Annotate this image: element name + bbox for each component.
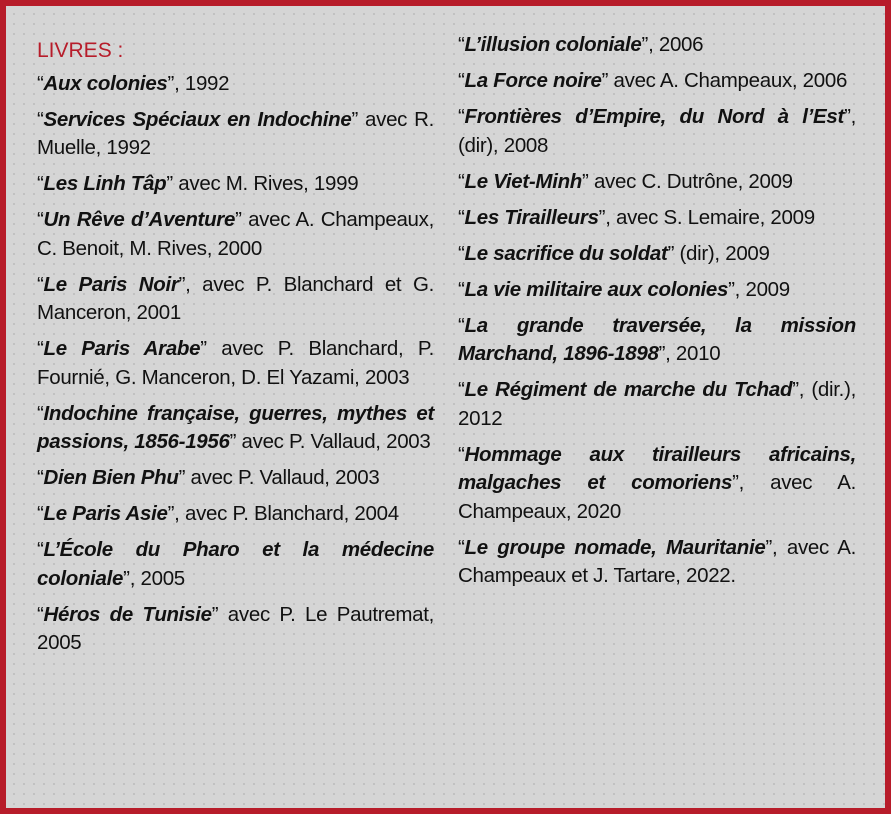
close-quote: ” [123, 566, 130, 590]
book-title: L’École du Pharo et la médecine coloniale [37, 538, 434, 590]
close-quote: ” [582, 169, 589, 193]
book-entry [458, 31, 856, 60]
book-title: Les Linh Tâp [43, 172, 167, 195]
close-quote: ” [178, 272, 186, 296]
book-title: Dien Bien Phu [43, 466, 179, 489]
book-entry [37, 170, 434, 199]
book-details: , avec A. Champeaux, 2020 [458, 471, 856, 523]
open-quote: “ [458, 313, 465, 337]
open-quote: “ [37, 466, 44, 489]
book-details: avec P. Vallaud, 2003 [185, 466, 380, 489]
book-title: Indochine française, guerres, mythes et passions, 1856-1956 [37, 401, 434, 453]
close-quote: ” [211, 602, 219, 626]
book-entry [458, 441, 856, 527]
book-entry [37, 464, 434, 493]
close-quote: ” [598, 205, 606, 229]
book-title: Le Paris Noir [43, 272, 179, 296]
open-quote: “ [458, 205, 465, 229]
open-quote: “ [37, 272, 44, 296]
book-entry [37, 500, 434, 529]
close-quote: ” [178, 466, 186, 489]
book-details: , (dir.), 2012 [458, 378, 856, 430]
close-quote: ” [200, 337, 207, 360]
book-title: Hommage aux tirailleurs africains, malgaches et comoriens [458, 442, 856, 494]
book-entry [458, 168, 856, 197]
book-title: La vie militaire aux colonies [464, 277, 729, 301]
close-quote: ” [641, 33, 649, 56]
open-quote: “ [37, 107, 44, 131]
close-quote: ” [658, 342, 666, 365]
book-title: Le Régiment de marche du Tchad [464, 378, 793, 401]
close-quote: ” [765, 535, 773, 559]
book-details: avec R. Muelle, 1992 [37, 107, 435, 159]
open-quote: “ [37, 337, 44, 360]
close-quote: ” [166, 172, 173, 195]
book-entry [458, 312, 856, 369]
book-entry [37, 601, 434, 658]
book-title: La grande traversée, la mission Marchand, 1896-1898 [458, 313, 856, 365]
open-quote: “ [37, 71, 44, 95]
open-quote: “ [458, 169, 465, 193]
close-quote: ” [601, 69, 609, 92]
book-details: (dir), 2009 [674, 241, 770, 265]
book-details: avec A. Champeaux, C. Benoit, M. Rives, 2000 [37, 208, 434, 260]
close-quote: ” [792, 378, 799, 401]
open-quote: “ [37, 208, 44, 231]
close-quote: ” [667, 241, 675, 265]
book-title: Un Rêve d’Aventure [43, 208, 236, 231]
book-details: , 2006 [648, 33, 704, 56]
book-details: avec C. Dutrône, 2009 [588, 169, 793, 193]
open-quote: “ [458, 69, 465, 92]
close-quote: ” [167, 502, 175, 525]
book-list-right [458, 31, 856, 591]
book-list-panel [6, 6, 885, 808]
open-quote: “ [37, 172, 44, 195]
book-details: avec A. Champeaux, 2006 [608, 69, 848, 92]
book-details: , avec S. Lemaire, 2009 [605, 205, 815, 229]
book-title: L’illusion coloniale [464, 33, 642, 56]
book-title: Le Paris Arabe [43, 337, 201, 360]
book-entry [458, 276, 856, 305]
book-details: , avec A. Champeaux et J. Tartare, 2022. [458, 535, 857, 587]
book-details: , 2005 [129, 566, 185, 590]
book-title: La Force noire [464, 69, 602, 92]
book-entry [37, 70, 434, 99]
book-title: Le Paris Asie [43, 502, 168, 525]
open-quote: “ [458, 442, 465, 466]
book-details: avec P. Vallaud, 2003 [236, 430, 431, 453]
book-entry [458, 204, 856, 233]
book-entry [37, 536, 434, 593]
book-title: Héros de Tunisie [43, 602, 212, 626]
book-details: , 2009 [734, 277, 790, 301]
close-quote: ” [167, 71, 175, 95]
open-quote: “ [37, 502, 44, 525]
close-quote: ” [235, 208, 242, 231]
book-title: Frontières d’Empire, du Nord à l’Est [464, 105, 845, 128]
book-entry [458, 240, 856, 269]
close-quote: ” [844, 105, 851, 128]
open-quote: “ [37, 602, 44, 626]
book-title: Les Tirailleurs [464, 205, 599, 229]
book-entry [458, 103, 856, 160]
book-details: , 1992 [174, 71, 230, 95]
book-title: Le Viet-Minh [464, 169, 583, 193]
open-quote: “ [458, 33, 465, 56]
close-quote: ” [728, 277, 735, 301]
section-title: LIVRES : [37, 39, 124, 62]
book-entry [37, 271, 434, 328]
open-quote: “ [458, 105, 465, 128]
open-quote: “ [458, 277, 465, 301]
book-list-left [37, 70, 434, 658]
close-quote: ” [732, 471, 739, 494]
open-quote: “ [37, 538, 44, 561]
open-quote: “ [458, 241, 465, 265]
book-entry [37, 106, 434, 163]
left-column [37, 32, 434, 665]
book-entry [458, 534, 856, 591]
book-details: avec P. Le Pautremat, 2005 [37, 602, 435, 654]
book-title: Le groupe nomade, Mauritanie [464, 535, 766, 559]
open-quote: “ [458, 535, 465, 559]
book-entry [458, 67, 856, 96]
book-entry [458, 376, 856, 433]
book-details: , (dir), 2008 [458, 105, 856, 157]
book-title: Services Spéciaux en Indochine [43, 107, 352, 131]
open-quote: “ [458, 378, 465, 401]
right-column [458, 31, 856, 598]
book-details: , avec P. Blanchard, 2004 [174, 502, 399, 525]
close-quote: ” [351, 107, 359, 131]
book-title: Le sacrifice du soldat [464, 241, 668, 265]
book-details: avec P. Blanchard, P. Fournié, G. Manceron, D. El Yazami, 2003 [37, 337, 434, 389]
book-entry [37, 335, 434, 392]
book-entry [37, 206, 434, 263]
book-details: avec M. Rives, 1999 [172, 172, 359, 195]
close-quote: ” [229, 430, 237, 453]
book-details: , avec P. Blanchard et G. Manceron, 2001 [37, 272, 434, 324]
book-title: Aux colonies [43, 71, 168, 95]
book-details: , 2010 [665, 342, 721, 365]
open-quote: “ [37, 401, 44, 425]
book-entry [37, 400, 434, 457]
